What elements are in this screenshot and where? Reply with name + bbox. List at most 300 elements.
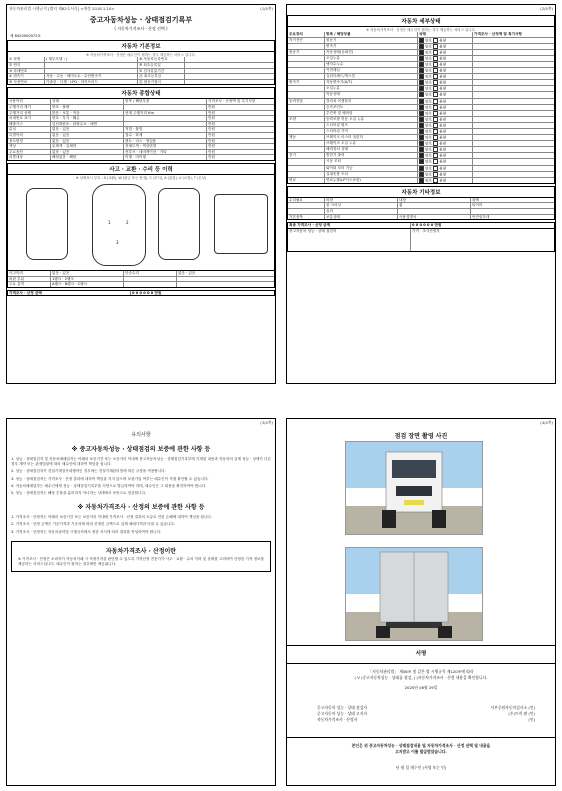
table-cell: 만원: [208, 127, 215, 132]
checkbox-empty-icon: [433, 56, 438, 61]
checkbox-checked-icon: [419, 38, 424, 43]
table-cell: [473, 153, 554, 158]
checkbox-checked-icon: [419, 129, 424, 134]
other-info-section: [287, 186, 555, 220]
table-cell: [288, 209, 325, 214]
section-title: 자동차 종합상태: [8, 88, 274, 99]
table-cell: [418, 117, 473, 122]
table-cell: [418, 80, 473, 85]
overall-status-row: [8, 155, 274, 160]
status-good-label: 양호: [425, 111, 434, 116]
table-cell: [398, 209, 471, 214]
checkbox-empty-icon: [433, 68, 438, 73]
table-cell: [45, 63, 138, 68]
col-header: 상태: [418, 32, 473, 37]
status-good-label: 양호: [425, 166, 434, 171]
truck-front-photo: [345, 441, 483, 535]
checkbox-empty-icon: [433, 135, 438, 140]
checkbox-checked-icon: [419, 56, 424, 61]
table-cell: 전기: [288, 153, 325, 158]
price-row: [7, 290, 275, 297]
table-cell: [418, 56, 473, 61]
table-cell: 튜닝: [8, 127, 51, 132]
status-bad-label: 불량: [439, 129, 447, 134]
page-number: (3/4쪽): [260, 420, 273, 425]
table-cell: 브레이크 오일 누유: [325, 141, 418, 146]
signature-title: 서명: [415, 651, 427, 657]
checkbox-checked-icon: [419, 123, 424, 128]
checkbox-empty-icon: [433, 86, 438, 91]
table-cell: 보유상태: [325, 215, 398, 220]
page-number: (1/4쪽): [260, 6, 273, 11]
price-warranty-title: ※ 자동차가격조사 · 산정의 보증에 관한 사항 등: [77, 504, 205, 512]
notice-heading: 유의사항: [131, 432, 151, 438]
status-good-label: 양호: [425, 141, 434, 146]
page-subtitle: ( 자동차가격조사 · 산정 선택 ): [114, 26, 168, 31]
checkbox-empty-icon: [433, 44, 438, 49]
status-bad-label: 불량: [439, 80, 447, 85]
signer-name: 서부중원자동차검사소 (인): [490, 705, 535, 710]
status-good-label: 양호: [425, 178, 434, 183]
status-good-label: 양호: [425, 50, 434, 55]
table-cell: [473, 111, 554, 116]
table-cell: 이행 · 미이행: [124, 155, 207, 160]
table-cell: 가솔린 · 디젤 · LPG · 하이브리드: [45, 80, 138, 85]
table-cell: 주요 골격: [8, 282, 51, 287]
checkbox-empty-icon: [433, 172, 438, 177]
status-bad-label: 불량: [439, 135, 447, 140]
signature-statement-1: 「자동차관리법」 제58조 및 같은 법 시행규칙 제120조에 따라: [368, 669, 474, 674]
table-cell: 발전기 출력: [325, 153, 418, 158]
table-cell: [45, 69, 138, 74]
table-cell: 시동 모터: [325, 159, 418, 164]
table-cell: [473, 117, 554, 122]
status-bad-label: 불량: [439, 68, 447, 73]
checkbox-checked-icon: [419, 147, 424, 152]
table-cell: [124, 105, 207, 110]
table-cell: 자기진단: [288, 38, 325, 43]
table-cell: [288, 141, 325, 146]
table-cell: [185, 80, 274, 85]
table-cell: 내장: [398, 198, 471, 203]
checkbox-checked-icon: [419, 135, 424, 140]
table-cell: [473, 80, 554, 85]
table-cell: 사용설명서: [398, 215, 471, 220]
table-cell: [418, 141, 473, 146]
table-cell: [288, 105, 325, 110]
checkbox-checked-icon: [419, 117, 424, 122]
checkbox-empty-icon: [433, 166, 438, 171]
table-cell: 변속기: [325, 44, 418, 49]
table-cell: 색상: [8, 144, 51, 149]
section-note: ※ 상태표시 부호 : X (교환), W (판금 또는 용접), C (부식), A (흠집), U (요철), T (손상): [75, 175, 207, 180]
table-cell: 오일누유: [325, 86, 418, 91]
status-bad-label: 불량: [439, 141, 447, 146]
table-cell: 현재 주행거리 Km: [124, 111, 207, 116]
checkbox-checked-icon: [419, 86, 424, 91]
receipt-statement-1: 본인은 위 중고자동차성능 · 상태점검내용 및 자동차가격조사 · 산정 선택 및 내용을: [351, 743, 491, 748]
table-cell: 양호 · 불량: [51, 105, 124, 110]
table-cell: 리콜대상: [8, 155, 51, 160]
table-cell: 침수 · 화재: [124, 133, 207, 138]
checkbox-checked-icon: [419, 166, 424, 171]
table-cell: 추진축 및 베어링: [325, 111, 418, 116]
status-bad-label: 불량: [439, 92, 447, 97]
table-cell: [288, 92, 325, 97]
status-bad-label: 불량: [439, 166, 447, 171]
table-cell: 항목 / 해당부품: [124, 99, 207, 104]
table-cell: [473, 123, 554, 128]
table-cell: 만원: [208, 149, 215, 154]
status-good-label: 양호: [425, 153, 434, 158]
status-good-label: 양호: [425, 117, 434, 122]
col-header: 가격조사 · 산정액 및 특기사항: [474, 32, 523, 36]
table-cell: [185, 74, 274, 79]
table-cell: [288, 172, 325, 177]
table-cell: 동력조향 작동 오일 누유: [325, 117, 418, 122]
status-good-label: 양호: [425, 172, 434, 177]
table-cell: ⑫ 원동기형식: [138, 80, 185, 85]
record-page-1: [6, 4, 276, 384]
table-cell: [418, 68, 473, 73]
basic-info-section: [7, 40, 275, 85]
checkbox-empty-icon: [433, 111, 438, 116]
table-cell: 사고이력: [8, 271, 51, 276]
receipt-statement-2: 고지받고 이를 발급받았습니다.: [395, 749, 447, 754]
signer-row: [317, 717, 535, 723]
table-cell: [473, 159, 554, 164]
status-bad-label: 불량: [439, 111, 447, 116]
notice-paragraph: 3. 성능 · 상태점검자는 가격조사 · 산정 결과에 대하여 책임을 지지 않으며 보험가입 여부는 매수인이 직접 확인할 수 있습니다.: [11, 476, 209, 481]
checkbox-empty-icon: [433, 38, 438, 43]
status-bad-label: 불량: [439, 38, 447, 43]
checkbox-empty-icon: [433, 129, 438, 134]
signer-name: (인): [528, 717, 535, 722]
status-good-label: 양호: [425, 44, 434, 49]
checkbox-empty-icon: [433, 50, 438, 55]
table-cell: 작동상태(공회전): [325, 50, 418, 55]
table-cell: [418, 99, 473, 104]
checkbox-checked-icon: [419, 68, 424, 73]
table-cell: [418, 129, 473, 134]
page-number: (2/4쪽): [540, 6, 553, 11]
table-cell: 렌트 · 리스 · 영업용: [124, 139, 207, 144]
table-cell: [418, 135, 473, 140]
table-cell: [288, 147, 325, 152]
table-cell: [288, 62, 325, 67]
table-cell: 용도변경: [8, 139, 51, 144]
table-cell: ⑪ 최초등록일: [138, 74, 185, 79]
checkbox-checked-icon: [419, 99, 424, 104]
table-cell: [473, 74, 554, 79]
car-rear-view: [158, 188, 200, 260]
table-cell: 유리: [325, 209, 398, 214]
status-bad-label: 불량: [439, 50, 447, 55]
notice-paragraph: 2. 성능 · 상태점검자가 건설기계검사대행자인 경우에는 건설기계관리법에 따른 규정을 적용합니다.: [11, 469, 166, 474]
form-reference: 자동차관리법 시행규칙 [별지 제82호서식] <개정 2018.1.10>: [9, 6, 115, 11]
table-cell: A랭크 · B랭크 · C랭크: [51, 282, 124, 287]
table-cell: 만원: [208, 144, 215, 149]
table-cell: 연료: [288, 178, 325, 183]
checkbox-checked-icon: [419, 172, 424, 177]
checkbox-empty-icon: [433, 178, 438, 183]
signer-name: (주)트럭 팜 (인): [508, 711, 535, 716]
table-cell: ③ 차대번호: [8, 69, 45, 74]
final-price-row: [287, 222, 555, 229]
table-cell: [288, 166, 325, 171]
status-good-label: 양호: [425, 99, 434, 104]
status-bad-label: 불량: [439, 86, 447, 91]
table-cell: [418, 44, 473, 49]
table-cell: 만원: [208, 138, 215, 143]
section-title: 자동차 기본정보: [8, 41, 274, 52]
checkbox-checked-icon: [419, 105, 424, 110]
table-cell: 커먼레일: [325, 68, 418, 73]
table-cell: ⑨ 최초등록일: [138, 63, 185, 68]
table-cell: 무채색 · 유채색: [51, 144, 124, 149]
table-cell: 만원: [208, 104, 215, 109]
status-bad-label: 불량: [439, 44, 447, 49]
table-cell: 오일누유: [325, 56, 418, 61]
checkbox-empty-icon: [433, 117, 438, 122]
table-cell: 실린더헤드/개스킷: [325, 74, 418, 79]
table-cell: 타이어: [472, 203, 483, 208]
table-cell: [473, 172, 554, 177]
table-cell: [418, 62, 473, 67]
checkbox-checked-icon: [419, 159, 424, 164]
accident-history-section: [7, 163, 275, 288]
table-cell: 해당없음 · 해당: [51, 155, 124, 160]
car-top-view: [92, 184, 146, 266]
table-cell: 만원: [208, 132, 215, 137]
table-cell: [473, 166, 554, 171]
table-cell: 작동상태: [325, 92, 418, 97]
table-cell: [418, 111, 473, 116]
final-price-value: 0 0 0 0 0 0 만원: [412, 223, 442, 228]
table-cell: [288, 111, 325, 116]
notice-paragraph: 2. 가격조사 · 산정 금액은 기준가격과 기준서에 따라 산정한 금액으로 실제 매매가격과 다를 수 있습니다.: [11, 522, 176, 527]
checkbox-checked-icon: [419, 50, 424, 55]
car-frame-view: [214, 194, 268, 254]
checkbox-empty-icon: [433, 99, 438, 104]
section-title: 자동차 세부상태: [288, 16, 554, 27]
table-cell: [473, 178, 554, 183]
table-cell: [177, 282, 274, 287]
table-cell: 수리필요: [288, 198, 325, 203]
table-cell: 실내송풍 모터: [325, 172, 418, 177]
status-good-label: 양호: [425, 62, 434, 67]
table-cell: ① 차명: [8, 57, 45, 62]
explanation-title: 자동차가격조사 · 산정이란: [105, 547, 177, 555]
section-note: ※ 자동차가격조사 · 산정은 매수인이 원하는 경우 제공하는 서비스 입니다.: [86, 53, 196, 58]
checkbox-checked-icon: [419, 74, 424, 79]
status-bad-label: 불량: [439, 105, 447, 110]
status-good-label: 양호: [425, 123, 434, 128]
notice-paragraph: 1. 가격조사 · 산정자는 아래의 보증기간 또는 보증거리 이내에 가격조사 · 산정 결과의 오류로 인한 손해에 대하여 책임을 집니다.: [11, 515, 212, 520]
table-cell: 많음 · 보통 · 적음: [51, 111, 124, 116]
table-cell: 배출가스: [8, 122, 51, 127]
status-bad-label: 불량: [439, 153, 447, 158]
status-bad-label: 불량: [439, 56, 447, 61]
detail-status-section: [287, 15, 555, 184]
table-cell: [288, 129, 325, 134]
table-cell: [288, 159, 325, 164]
table-cell: [418, 50, 473, 55]
table-cell: 안전삼각대: [472, 214, 490, 219]
table-cell: [471, 209, 554, 214]
status-bad-label: 불량: [439, 117, 447, 122]
table-cell: [124, 282, 177, 287]
table-cell: [288, 68, 325, 73]
table-cell: ⑧ 자동차등록번호: [138, 57, 185, 62]
section-title: 사고 · 교환 · 수리 등 이력: [8, 164, 274, 175]
table-cell: ④ 변속기: [8, 74, 45, 79]
checkbox-checked-icon: [419, 153, 424, 158]
table-cell: [473, 92, 554, 97]
checkbox-empty-icon: [433, 105, 438, 110]
table-cell: 특별이력: [8, 133, 51, 138]
table-cell: 만원: [208, 121, 215, 126]
table-cell: [418, 153, 473, 158]
status-good-label: 양호: [425, 68, 434, 73]
detail-status-row: [288, 178, 554, 183]
table-cell: 제동: [288, 135, 325, 140]
table-cell: [418, 92, 473, 97]
checkbox-checked-icon: [419, 80, 424, 85]
section-note: ※ 자동차가격조사 · 산정은 매수인이 원하는 경우 제공하는 서비스 입니다.: [366, 28, 476, 32]
checkbox-checked-icon: [419, 62, 424, 67]
table-cell: 광택: [472, 197, 479, 202]
status-bad-label: 불량: [439, 172, 447, 177]
document-number: 제 8420000972호: [10, 34, 41, 38]
basic-info-row: [8, 80, 274, 85]
status-good-label: 양호: [425, 159, 434, 164]
checkbox-empty-icon: [433, 80, 438, 85]
table-cell: [473, 135, 554, 140]
table-cell: 연료누출(LP가스포함): [325, 178, 418, 183]
status-bad-label: 불량: [439, 159, 447, 164]
table-cell: 일산화탄소 · 탄화수소 · 매연: [51, 122, 124, 127]
table-cell: 주행거리 계기: [8, 105, 51, 110]
table-cell: [473, 147, 554, 152]
table-cell: [418, 123, 473, 128]
table-cell: 없음 · 있음: [51, 150, 124, 155]
status-good-label: 양호: [425, 92, 434, 97]
overall-status-section: [7, 87, 275, 161]
table-cell: 냉각수누수: [325, 62, 418, 67]
page-number: (4/4쪽): [540, 420, 553, 425]
checkbox-checked-icon: [419, 44, 424, 49]
signer-role: 중고자동차 성능 · 상태 점검자: [317, 705, 368, 710]
table-cell: ② 연식: [8, 63, 45, 68]
checkbox-checked-icon: [419, 111, 424, 116]
status-good-label: 양호: [425, 38, 434, 43]
table-cell: [473, 44, 554, 49]
other-info-row: [288, 215, 554, 220]
table-cell: [473, 56, 554, 61]
table-cell: [473, 62, 554, 67]
table-cell: [418, 166, 473, 171]
price-label: 가격조사 · 산정 금액: [8, 291, 131, 296]
table-cell: [418, 86, 473, 91]
table-cell: 외장: [325, 198, 398, 203]
checkbox-empty-icon: [433, 92, 438, 97]
table-cell: [288, 44, 325, 49]
checkbox-empty-icon: [433, 74, 438, 79]
table-cell: 스티어링 펌프: [325, 123, 418, 128]
table-cell: [418, 105, 473, 110]
table-cell: 원동기: [325, 38, 418, 43]
record-page-4: [286, 418, 556, 786]
table-cell: [418, 147, 473, 152]
table-cell: 원동기: [288, 50, 325, 55]
table-cell: 차대번호 표기: [8, 116, 51, 121]
status-good-label: 양호: [425, 135, 434, 140]
checkbox-empty-icon: [433, 153, 438, 158]
notice-paragraph: 4. 자동차매매업자는 매수인에게 성능 · 상태점검기록부를 서면으로 발급하여야 하며, 매수인은 그 내용을 확인하여야 합니다.: [11, 483, 207, 488]
table-cell: 없음 · 있음: [51, 127, 124, 132]
status-bad-label: 불량: [439, 178, 447, 183]
table-cell: [418, 159, 473, 164]
checkbox-empty-icon: [433, 62, 438, 67]
status-bad-label: 불량: [439, 99, 447, 104]
table-cell: 브레이크 마스터 실린더: [325, 135, 418, 140]
table-cell: 휠: [398, 203, 471, 208]
table-cell: 와이퍼 모터 기능: [325, 166, 418, 171]
table-cell: 동력전달: [288, 99, 325, 104]
status-good-label: 양호: [425, 80, 434, 85]
status-good-label: 양호: [425, 105, 434, 110]
status-good-label: 양호: [425, 86, 434, 91]
status-good-label: 양호: [425, 147, 434, 152]
table-cell: 기본품목: [288, 215, 325, 220]
table-cell: [185, 69, 274, 74]
table-cell: [473, 68, 554, 73]
checkbox-empty-icon: [433, 147, 438, 152]
table-cell: 만원: [208, 110, 215, 115]
truck-rear-photo: [345, 547, 483, 641]
table-cell: 없음 · 있음: [51, 271, 124, 276]
checkbox-checked-icon: [419, 141, 424, 146]
table-cell: 클러치 어셈블리: [325, 99, 418, 104]
table-cell: ⑤ 사용연료: [8, 80, 45, 85]
signature-statement-2: ( V )중고자동차성능 · 상태를 점검, ( )자동차가격조사 · 산정 내용을 확인합니다.: [354, 675, 488, 680]
col-header: 항목 / 해당부품: [325, 32, 418, 37]
table-cell: [288, 74, 325, 79]
table-cell: ⑩ 검사유효기간: [138, 69, 185, 74]
table-cell: ( 세부모델 : ): [45, 57, 138, 62]
table-cell: [418, 38, 473, 43]
final-price-label: 최종 가격조사 · 산정 금액: [288, 223, 411, 228]
table-cell: [473, 86, 554, 91]
col-header: 주요장치: [288, 32, 325, 37]
table-cell: 스티어링 기어: [325, 129, 418, 134]
table-cell: 없음 · 있음: [178, 270, 196, 275]
record-page-2: [286, 4, 556, 384]
table-cell: 자동 · 수동 · 세미오토 · 무단변속기: [45, 74, 138, 79]
checkbox-empty-icon: [433, 123, 438, 128]
price-value: 0 0 0 0 0 0 만원: [132, 290, 162, 295]
table-cell: 주행거리 상태: [8, 111, 51, 116]
status-good-label: 양호: [425, 129, 434, 134]
table-cell: [288, 203, 325, 208]
table-cell: [418, 172, 473, 177]
table-cell: [473, 38, 554, 43]
notice-paragraph: 1. 성능 · 상태점검자 및 자동차매매업자는 아래의 보증기간 또는 보증거리 이내에 중고자동차성능 · 상태점검기록부에 기재된 내용과 자동차의 실제 성능 · 상태가 다른 경우 계약 또는 관계법령에 따라 매수인에 대하여 책임을 집니다.: [11, 457, 271, 467]
record-page-3: [6, 418, 276, 786]
appraiser-label: 가격 · 조사산정자: [412, 228, 440, 233]
table-cell: 만원: [208, 116, 215, 121]
